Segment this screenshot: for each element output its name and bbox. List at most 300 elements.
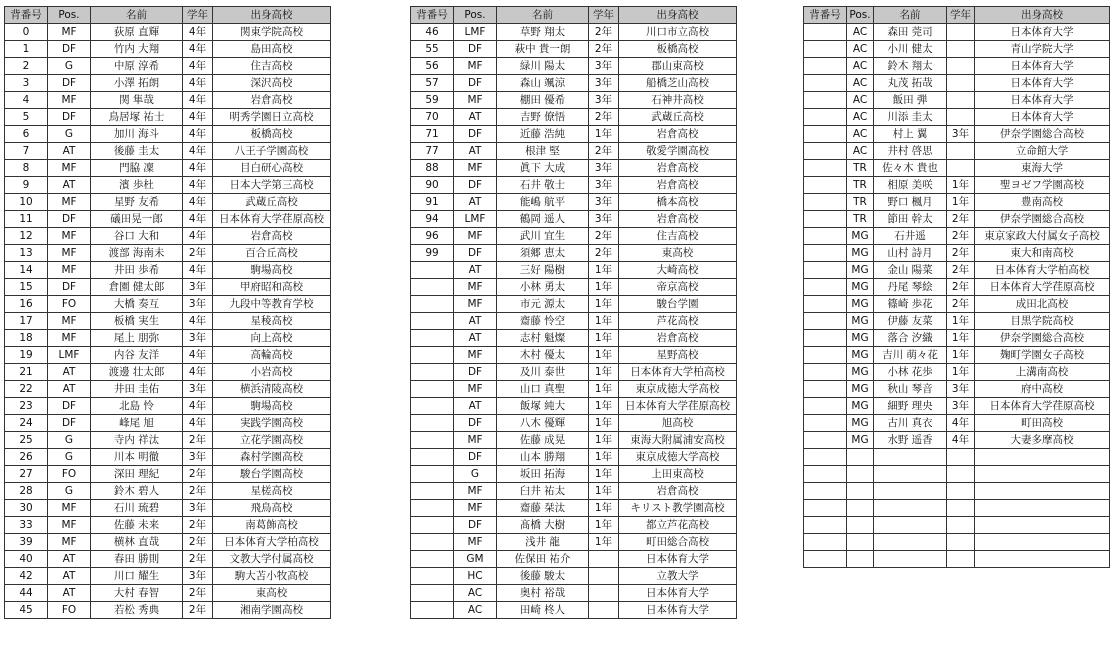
grade-cell: 1年 (589, 398, 619, 415)
high-school-cell: 岩倉高校 (619, 160, 737, 177)
grade-cell (947, 92, 975, 109)
grade-cell: 4年 (183, 75, 213, 92)
jersey-number-cell: 90 (411, 177, 454, 194)
grade-cell: 2年 (947, 245, 975, 262)
table-row (411, 211, 737, 228)
table-row (804, 228, 1110, 245)
position-cell: DF (454, 364, 497, 381)
jersey-number-cell: 28 (5, 483, 48, 500)
name-cell: 奥村 裕哉 (497, 585, 589, 602)
high-school-cell: 伊奈学園総合高校 (975, 126, 1110, 143)
position-cell (847, 500, 874, 517)
table-row (804, 126, 1110, 143)
grade-cell: 2年 (589, 245, 619, 262)
jersey-number-cell (804, 126, 847, 143)
high-school-cell: 川口市立高校 (619, 24, 737, 41)
high-school-header: 出身高校 (213, 7, 331, 24)
position-cell: AC (847, 41, 874, 58)
jersey-number-header: 背番号 (5, 7, 48, 24)
name-cell: 谷口 大和 (91, 228, 183, 245)
position-cell: TR (847, 160, 874, 177)
jersey-number-cell: 12 (5, 228, 48, 245)
jersey-number-cell: 18 (5, 330, 48, 347)
high-school-cell: 東海大附属浦安高校 (619, 432, 737, 449)
high-school-cell: 芦花高校 (619, 313, 737, 330)
position-cell: AT (48, 585, 91, 602)
position-cell: MG (847, 398, 874, 415)
table-row (411, 602, 737, 619)
table-row (411, 24, 737, 41)
high-school-cell: 駿台学園高校 (213, 466, 331, 483)
name-cell: 山村 詩月 (874, 245, 947, 262)
position-cell: DF (48, 109, 91, 126)
grade-cell: 4年 (183, 143, 213, 160)
name-cell: 八木 優輝 (497, 415, 589, 432)
name-cell: 渡部 海南未 (91, 245, 183, 262)
high-school-cell: 東京成徳大学高校 (619, 449, 737, 466)
name-cell: 横林 直哉 (91, 534, 183, 551)
grade-cell: 1年 (589, 330, 619, 347)
high-school-cell: 日本体育大学荏原高校 (213, 211, 331, 228)
name-cell: 荻原 直輝 (91, 24, 183, 41)
grade-cell: 3年 (183, 279, 213, 296)
grade-cell: 3年 (589, 75, 619, 92)
high-school-cell: 日本体育大学 (975, 75, 1110, 92)
position-cell: DF (48, 415, 91, 432)
high-school-cell (975, 483, 1110, 500)
jersey-number-cell: 22 (5, 381, 48, 398)
grade-cell: 2年 (183, 245, 213, 262)
high-school-cell: 横浜清陵高校 (213, 381, 331, 398)
high-school-cell: 飛鳥高校 (213, 500, 331, 517)
name-cell: 川本 明徹 (91, 449, 183, 466)
name-cell: 近藤 浩純 (497, 126, 589, 143)
high-school-cell: 高輪高校 (213, 347, 331, 364)
jersey-number-cell: 11 (5, 211, 48, 228)
name-cell: 加川 海斗 (91, 126, 183, 143)
jersey-number-cell: 24 (5, 415, 48, 432)
jersey-number-cell: 94 (411, 211, 454, 228)
table-row (411, 534, 737, 551)
name-cell: 志村 魁燦 (497, 330, 589, 347)
grade-cell: 4年 (183, 160, 213, 177)
position-cell: MG (847, 228, 874, 245)
position-cell: MF (48, 245, 91, 262)
jersey-number-cell: 7 (5, 143, 48, 160)
position-cell: AT (454, 398, 497, 415)
table-row (804, 483, 1110, 500)
high-school-cell: 武蔵丘高校 (619, 109, 737, 126)
name-cell (874, 449, 947, 466)
position-cell: DF (454, 245, 497, 262)
position-cell: TR (847, 194, 874, 211)
table-row (411, 551, 737, 568)
grade-cell (589, 602, 619, 619)
grade-cell: 1年 (589, 347, 619, 364)
name-cell: 能嶋 航平 (497, 194, 589, 211)
name-cell (874, 551, 947, 568)
position-cell: AT (48, 381, 91, 398)
name-cell (874, 500, 947, 517)
grade-cell: 3年 (947, 398, 975, 415)
position-cell: G (48, 483, 91, 500)
table-row (5, 279, 331, 296)
name-cell: 濱 歩杜 (91, 177, 183, 194)
name-cell: 尾上 朋弥 (91, 330, 183, 347)
jersey-number-cell (804, 432, 847, 449)
table-row (5, 313, 331, 330)
jersey-number-cell (804, 279, 847, 296)
jersey-number-cell (804, 262, 847, 279)
jersey-number-cell (411, 534, 454, 551)
position-cell: DF (454, 41, 497, 58)
position-cell: MG (847, 415, 874, 432)
name-cell: 森山 颯涼 (497, 75, 589, 92)
grade-cell: 1年 (589, 296, 619, 313)
table-row (804, 160, 1110, 177)
jersey-number-cell: 27 (5, 466, 48, 483)
name-cell: 臼井 祐太 (497, 483, 589, 500)
jersey-number-cell (411, 585, 454, 602)
high-school-cell: 深沢高校 (213, 75, 331, 92)
position-cell: MF (48, 194, 91, 211)
high-school-cell: 星野高校 (619, 347, 737, 364)
jersey-number-cell (804, 160, 847, 177)
jersey-number-cell (411, 517, 454, 534)
table-row (804, 92, 1110, 109)
high-school-cell: 日本体育大学 (619, 585, 737, 602)
grade-cell: 3年 (947, 126, 975, 143)
high-school-cell: 日本体育大学 (619, 551, 737, 568)
position-header: Pos. (454, 7, 497, 24)
name-cell: 落合 汐織 (874, 330, 947, 347)
name-cell: 井田 歩希 (91, 262, 183, 279)
position-cell: MF (454, 228, 497, 245)
position-cell: MG (847, 279, 874, 296)
roster-table-1 (4, 6, 331, 619)
jersey-number-cell (804, 228, 847, 245)
high-school-cell (975, 534, 1110, 551)
jersey-number-header: 背番号 (804, 7, 847, 24)
high-school-cell: 町田高校 (975, 415, 1110, 432)
table-row (411, 245, 737, 262)
jersey-number-cell (411, 398, 454, 415)
jersey-number-cell: 70 (411, 109, 454, 126)
table-row (5, 449, 331, 466)
grade-cell: 4年 (183, 364, 213, 381)
high-school-cell: 東海大学 (975, 160, 1110, 177)
jersey-number-cell: 56 (411, 58, 454, 75)
grade-cell: 2年 (589, 41, 619, 58)
position-cell: AT (454, 330, 497, 347)
name-cell: 深田 理紀 (91, 466, 183, 483)
grade-cell (947, 143, 975, 160)
grade-cell: 3年 (589, 194, 619, 211)
high-school-cell: 日本体育大学 (975, 24, 1110, 41)
name-header: 名前 (91, 7, 183, 24)
name-cell: 山本 勝翔 (497, 449, 589, 466)
jersey-number-cell: 45 (5, 602, 48, 619)
grade-cell (947, 449, 975, 466)
high-school-cell: 帝京高校 (619, 279, 737, 296)
name-cell: 飯田 弾 (874, 92, 947, 109)
table-row (5, 194, 331, 211)
table-row (411, 92, 737, 109)
position-cell: LMF (454, 211, 497, 228)
table-row (411, 262, 737, 279)
name-cell: 相原 美咲 (874, 177, 947, 194)
high-school-cell: 実践学園高校 (213, 415, 331, 432)
table-row (5, 41, 331, 58)
high-school-cell: 日本体育大学荏原高校 (975, 279, 1110, 296)
name-cell: 内谷 友洋 (91, 347, 183, 364)
table-row (411, 500, 737, 517)
position-cell (847, 551, 874, 568)
name-cell: 井田 圭佑 (91, 381, 183, 398)
table-row (411, 568, 737, 585)
name-cell: 峰尾 旭 (91, 415, 183, 432)
high-school-cell: 島田高校 (213, 41, 331, 58)
table-row (804, 58, 1110, 75)
table-row (804, 330, 1110, 347)
position-cell (847, 449, 874, 466)
roster-table-2 (410, 6, 737, 619)
high-school-cell: 青山学院大学 (975, 41, 1110, 58)
name-cell: 細野 理央 (874, 398, 947, 415)
grade-cell: 1年 (947, 194, 975, 211)
table-row (5, 296, 331, 313)
position-cell: AT (48, 551, 91, 568)
table-row (804, 279, 1110, 296)
table-row (804, 245, 1110, 262)
jersey-number-cell: 1 (5, 41, 48, 58)
name-cell: 倉園 健太郎 (91, 279, 183, 296)
name-cell: 浅井 龍 (497, 534, 589, 551)
grade-cell: 1年 (589, 500, 619, 517)
high-school-header: 出身高校 (619, 7, 737, 24)
position-cell: MF (48, 500, 91, 517)
grade-cell: 4年 (947, 432, 975, 449)
high-school-cell: キリスト教学園高校 (619, 500, 737, 517)
name-cell: 丸茂 拓哉 (874, 75, 947, 92)
high-school-cell: 目黒学院高校 (975, 313, 1110, 330)
jersey-number-cell: 30 (5, 500, 48, 517)
name-cell: 鈴木 翔太 (874, 58, 947, 75)
name-cell: 山口 真聖 (497, 381, 589, 398)
table-row (5, 24, 331, 41)
jersey-number-cell (804, 364, 847, 381)
position-cell (847, 517, 874, 534)
table-row (5, 160, 331, 177)
table-row (411, 58, 737, 75)
table-row (5, 92, 331, 109)
table-row (804, 75, 1110, 92)
grade-cell: 2年 (947, 279, 975, 296)
position-cell: MG (847, 364, 874, 381)
position-cell: MF (48, 330, 91, 347)
position-cell: MF (454, 483, 497, 500)
jersey-number-cell (411, 347, 454, 364)
jersey-number-cell (411, 279, 454, 296)
table-row (804, 551, 1110, 568)
position-cell: MF (48, 534, 91, 551)
name-cell: 竹内 大翔 (91, 41, 183, 58)
name-cell: 草野 翔太 (497, 24, 589, 41)
high-school-cell: 南葛飾高校 (213, 517, 331, 534)
name-cell: 佐々木 貴也 (874, 160, 947, 177)
table-row (411, 194, 737, 211)
high-school-cell: 日本体育大学荏原高校 (975, 398, 1110, 415)
table-row (804, 143, 1110, 160)
grade-cell (589, 568, 619, 585)
high-school-cell: 星稜高校 (213, 313, 331, 330)
name-cell: 髙橋 大樹 (497, 517, 589, 534)
grade-cell: 2年 (589, 24, 619, 41)
position-cell: AT (48, 143, 91, 160)
high-school-cell: 岩倉高校 (619, 177, 737, 194)
jersey-number-cell (804, 449, 847, 466)
grade-cell: 3年 (183, 568, 213, 585)
grade-cell: 3年 (589, 211, 619, 228)
table-row (411, 449, 737, 466)
name-cell: 小川 健太 (874, 41, 947, 58)
jersey-number-cell (411, 313, 454, 330)
jersey-number-cell: 77 (411, 143, 454, 160)
grade-cell: 4年 (183, 415, 213, 432)
jersey-number-cell: 42 (5, 568, 48, 585)
name-cell: 齋藤 栞汰 (497, 500, 589, 517)
table-row (5, 143, 331, 160)
name-cell: 古川 真衣 (874, 415, 947, 432)
high-school-cell: 伊奈学園総合高校 (975, 330, 1110, 347)
jersey-number-cell: 15 (5, 279, 48, 296)
jersey-number-cell (411, 483, 454, 500)
name-cell: 小林 花歩 (874, 364, 947, 381)
position-cell: AC (454, 585, 497, 602)
high-school-cell: 板橋高校 (619, 41, 737, 58)
jersey-number-cell (411, 262, 454, 279)
jersey-number-cell: 19 (5, 347, 48, 364)
grade-cell: 2年 (183, 534, 213, 551)
grade-cell (947, 466, 975, 483)
position-cell: MF (48, 24, 91, 41)
table-row (411, 483, 737, 500)
jersey-number-cell (804, 330, 847, 347)
jersey-number-cell (411, 415, 454, 432)
grade-cell: 1年 (589, 483, 619, 500)
name-cell: 棚田 優希 (497, 92, 589, 109)
grade-cell: 2年 (589, 143, 619, 160)
table-row (411, 585, 737, 602)
grade-cell: 2年 (947, 228, 975, 245)
table-row (411, 466, 737, 483)
table-row (804, 415, 1110, 432)
position-cell (847, 466, 874, 483)
position-cell: MF (48, 160, 91, 177)
name-cell: 三好 陽樹 (497, 262, 589, 279)
position-cell: FO (48, 602, 91, 619)
jersey-number-cell: 16 (5, 296, 48, 313)
position-cell (847, 534, 874, 551)
name-cell: 小澤 拓朗 (91, 75, 183, 92)
high-school-cell: 東京成徳大学高校 (619, 381, 737, 398)
table-row (5, 483, 331, 500)
name-cell: 佐藤 未来 (91, 517, 183, 534)
position-cell: DF (48, 41, 91, 58)
table-row (411, 296, 737, 313)
position-cell: MF (454, 534, 497, 551)
grade-cell (947, 58, 975, 75)
jersey-number-cell (804, 483, 847, 500)
name-cell: 眞下 大成 (497, 160, 589, 177)
grade-cell: 2年 (183, 432, 213, 449)
table-row (804, 466, 1110, 483)
high-school-cell: 東大和南高校 (975, 245, 1110, 262)
high-school-cell: 日本体育大学柏高校 (619, 364, 737, 381)
table-row (411, 330, 737, 347)
high-school-cell: 日本体育大学荏原高校 (619, 398, 737, 415)
table-row (804, 398, 1110, 415)
position-cell: MF (48, 517, 91, 534)
table-row (411, 143, 737, 160)
name-cell: 石川 琉碧 (91, 500, 183, 517)
position-cell: MF (454, 160, 497, 177)
position-cell: AC (847, 126, 874, 143)
grade-cell: 1年 (947, 364, 975, 381)
grade-cell (947, 41, 975, 58)
table-row (5, 262, 331, 279)
position-cell: HC (454, 568, 497, 585)
jersey-number-cell (804, 58, 847, 75)
table-row (411, 381, 737, 398)
position-cell: DF (454, 75, 497, 92)
grade-cell: 2年 (589, 109, 619, 126)
position-cell: AC (847, 143, 874, 160)
high-school-cell: 岩倉高校 (619, 211, 737, 228)
table-row (804, 534, 1110, 551)
high-school-cell: 駒大苫小牧高校 (213, 568, 331, 585)
position-cell: MG (847, 313, 874, 330)
high-school-cell: 日本体育大学 (975, 92, 1110, 109)
grade-cell: 2年 (947, 262, 975, 279)
table-row (5, 245, 331, 262)
jersey-number-cell (804, 75, 847, 92)
grade-cell: 1年 (589, 279, 619, 296)
position-cell: AC (847, 75, 874, 92)
position-cell: AC (454, 602, 497, 619)
name-cell: 鈴木 碧人 (91, 483, 183, 500)
table-row (5, 398, 331, 415)
table-row (411, 126, 737, 143)
table-row (804, 381, 1110, 398)
table-row (411, 41, 737, 58)
grade-cell: 4年 (183, 228, 213, 245)
high-school-cell: 大妻多摩高校 (975, 432, 1110, 449)
name-cell: 小林 勇太 (497, 279, 589, 296)
high-school-cell: 成田北高校 (975, 296, 1110, 313)
high-school-cell: 立教大学 (619, 568, 737, 585)
jersey-number-cell (804, 177, 847, 194)
grade-cell (947, 534, 975, 551)
name-cell: 渡邊 壮太郎 (91, 364, 183, 381)
jersey-number-cell (411, 568, 454, 585)
grade-cell (947, 517, 975, 534)
table-row (5, 534, 331, 551)
table-row (5, 568, 331, 585)
table-row (5, 330, 331, 347)
grade-cell: 1年 (589, 364, 619, 381)
high-school-cell (975, 500, 1110, 517)
